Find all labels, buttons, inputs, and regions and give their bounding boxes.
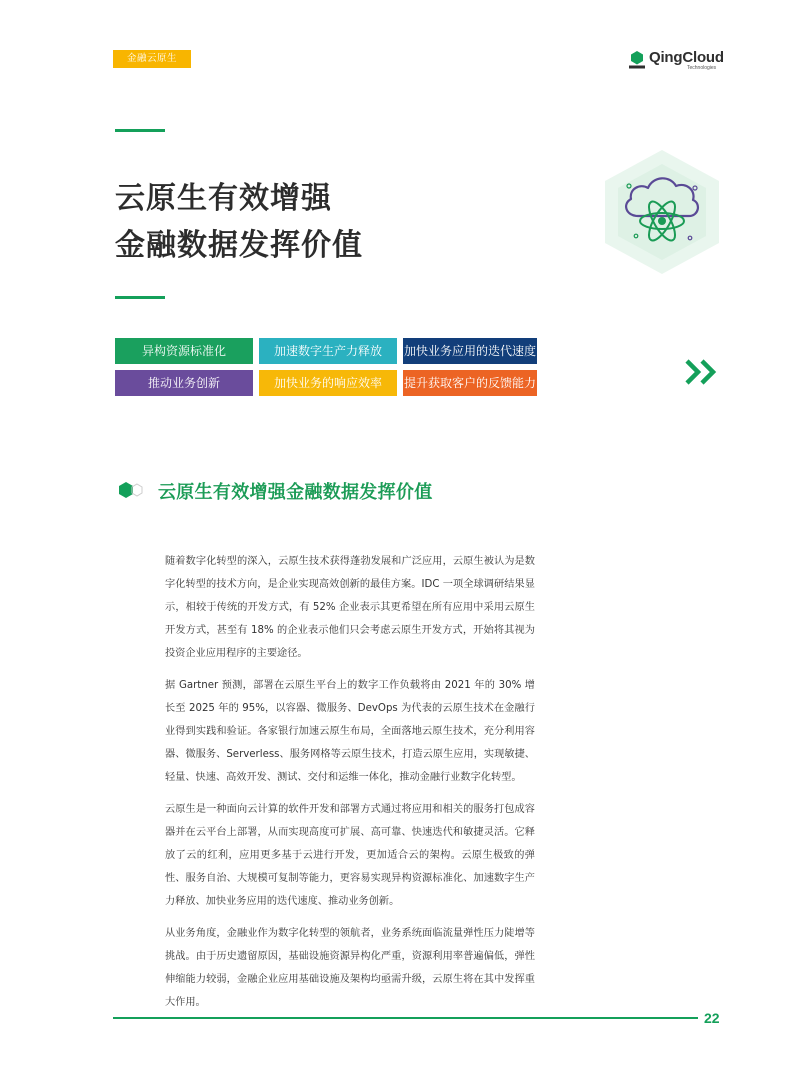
paragraph-2: 据 Gartner 预测，部署在云原生平台上的数字工作负载将由 2021 年的 30% 增长至 2025 年的 95%，以容器、微服务、DevOps 为代表的云原生技术在金融行业得到实践和验证。各家银行加速云原生布局，全面落地云原生技术，充分利用容器、微服务、Serverless、服务网格等云原生技术，打造云原生应用，实现敏捷、轻量、快速、高效开发、测试、交付和运维一体化，推动金融行业数字化转型。 [165, 680, 535, 783]
feature-pill-iteration-speed: 加快业务应用的迭代速度 [403, 338, 537, 364]
page-title-line-2: 金融数据发挥价值 [115, 228, 363, 263]
feature-pill-customer-feedback: 提升获取客户的反馈能力 [403, 370, 537, 396]
footer-rule [113, 1017, 698, 1019]
logo-mark-icon [629, 51, 645, 69]
logo-subtitle: Technologies [687, 65, 717, 71]
feature-pill-business-innovation: 推动业务创新 [115, 370, 253, 396]
body-text [165, 550, 535, 1023]
double-chevron-right-icon [684, 358, 720, 386]
section-heading: 云原生有效增强金融数据发挥价值 [158, 482, 433, 503]
section-tag: 金融云原生 [113, 50, 191, 68]
headline-bottom-rule [115, 296, 165, 299]
paragraph-4: 从业务角度，金融业作为数字化转型的领航者，业务系统面临流量弹性压力陡增等挑战。由于历史遗留原因，基础设施资源异构化严重，资源利用率普遍偏低，弹性伸缩能力较弱，金融企业应用基础设施及架构均亟需升级，云原生将在其中发挥重大作用。 [165, 928, 535, 1008]
feature-pill-response-efficiency: 加快业务的响应效率 [259, 370, 397, 396]
logo-name: QingCloud [649, 49, 724, 66]
paragraph-1: 随着数字化转型的深入，云原生技术获得蓬勃发展和广泛应用，云原生被认为是数字化转型的技术方向，是企业实现高效创新的最佳方案。IDC 一项全球调研结果显示，相较于传统的开发方式，有 52% 企业表示其更希望在所有应用中采用云原生开发方式，甚至有 18% 的企业表示他们只会考虑云原生开发方式，开始将其视为投资企业应用程序的主要途径。 [165, 556, 535, 659]
page-title-line-1: 云原生有效增强 [115, 181, 332, 216]
paragraph-3: 云原生是一种面向云计算的软件开发和部署方式通过将应用和相关的服务打包成容器并在云平台上部署，从而实现高度可扩展、高可靠、快速迭代和敏捷灵活。它释放了云的红利，应用更多基于云进行开发，更加适合云的架构。云原生极致的弹性、服务自治、大规模可复制等能力，更容易实现异构资源标准化、加速数字生产力释放、加快业务应用的迭代速度、推动业务创新。 [165, 804, 535, 907]
page-number: 22 [704, 1010, 720, 1026]
feature-pill-digital-productivity: 加速数字生产力释放 [259, 338, 397, 364]
headline-top-rule [115, 129, 165, 132]
cloud-atom-illustration [598, 146, 726, 278]
qingcloud-logo [629, 49, 729, 75]
feature-pill-heterogeneous-resources: 异构资源标准化 [115, 338, 253, 364]
hexagon-bullet-icon [118, 481, 146, 499]
